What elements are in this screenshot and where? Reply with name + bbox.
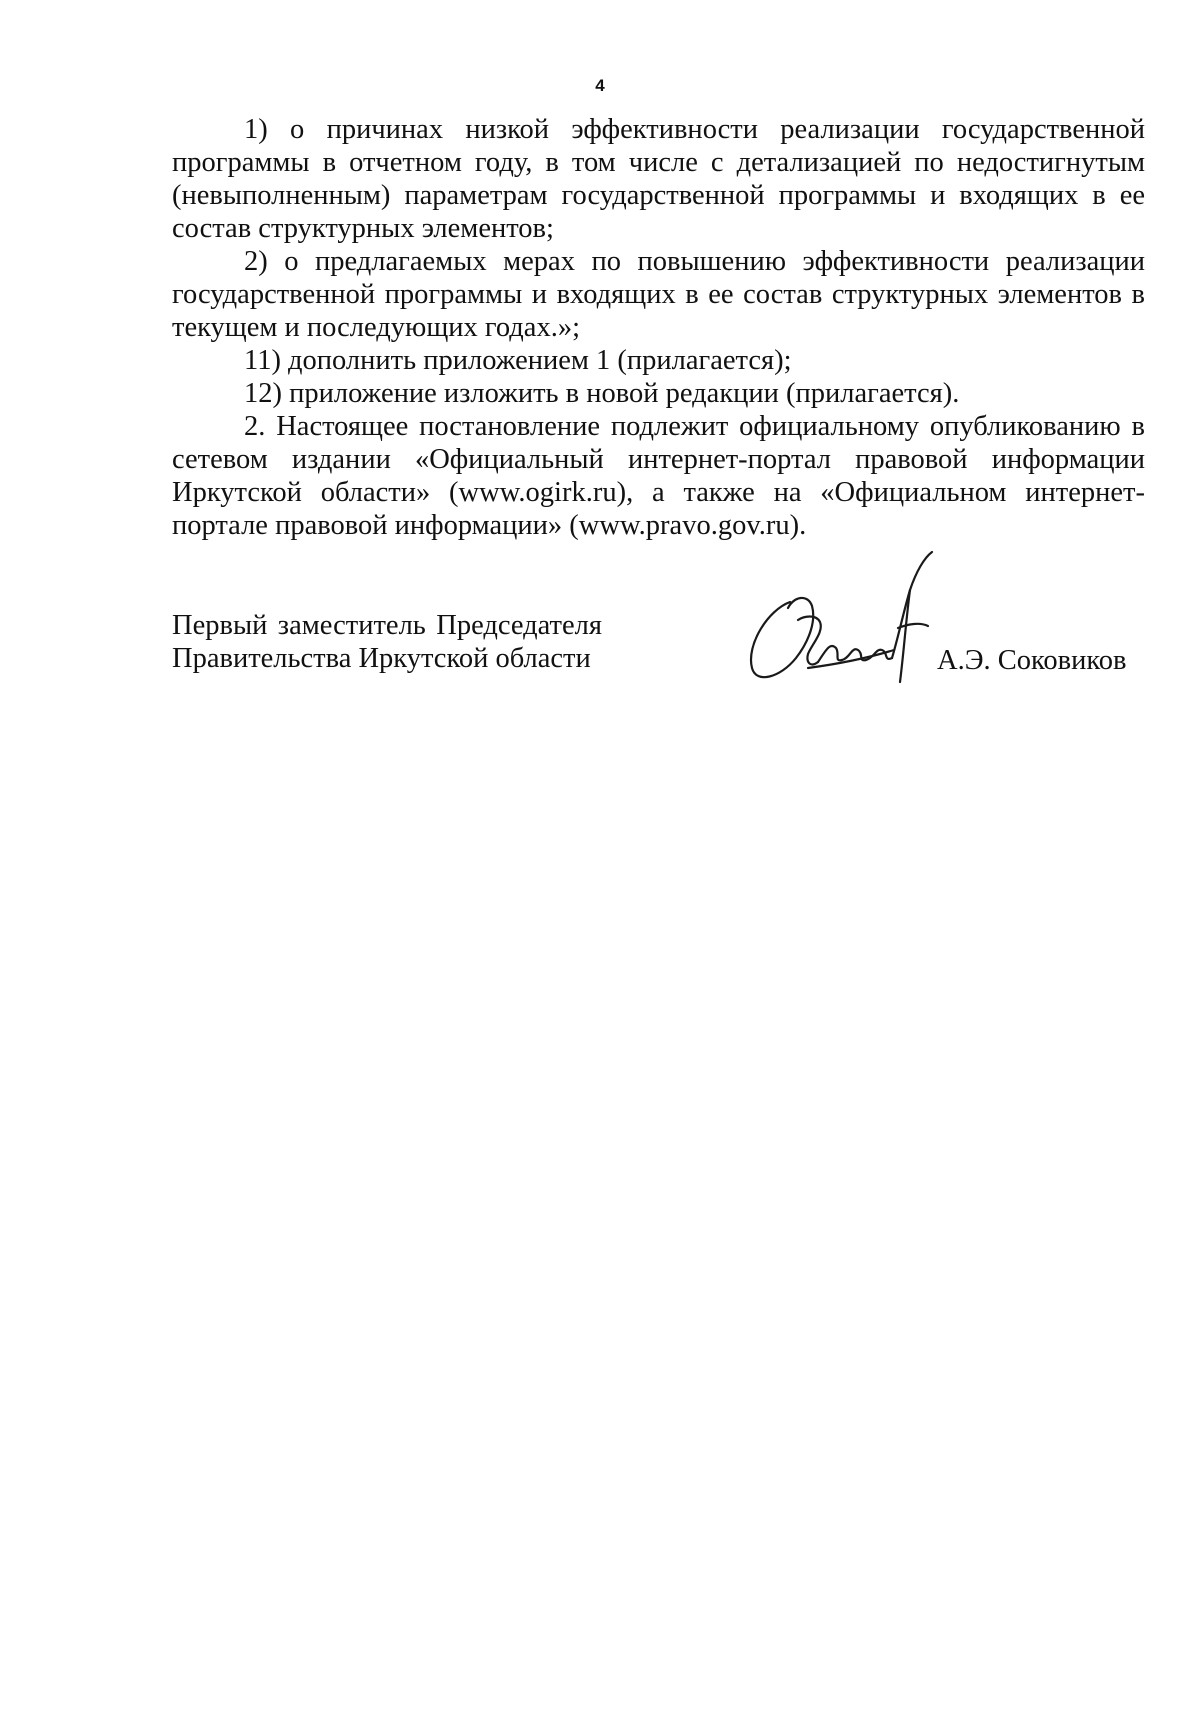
paragraph-item-11: 11) дополнить приложением 1 (прилагается); — [244, 345, 792, 376]
paragraph-section-2: 2. Настоящее постановление подлежит официальному опубликованию в сетевом издании «Официальный интернет-портал правовой информации Иркутской области» (www.ogirk.ru), а также на «Официальном интернет-портале правовой информации» (www.pravo.gov.ru). — [172, 411, 1145, 541]
signatory-position — [172, 609, 602, 675]
signatory-position-line-2: Правительства Иркутской области — [172, 643, 591, 674]
handwritten-signature — [738, 550, 948, 690]
signatory-position-line-1: Первый заместитель Председателя — [172, 610, 602, 641]
paragraph-item-2: 2) о предлагаемых мерах по повышению эффективности реализации государственной программы и входящих в ее состав структурных элементов в текущем и последующих годах.»; — [172, 246, 1145, 343]
document-body — [172, 113, 1145, 542]
page-number: 4 — [595, 76, 605, 95]
paragraph-item-12: 12) приложение изложить в новой редакции (прилагается). — [244, 378, 960, 409]
paragraph-item-1: 1) о причинах низкой эффективности реализации государственной программы в отчетном году, в том числе с детализацией по недостигнутым (невыполненным) параметрам государственной программы и входящих в ее состав структурных элементов; — [172, 114, 1145, 244]
signatory-name: А.Э. Соковиков — [937, 645, 1127, 676]
